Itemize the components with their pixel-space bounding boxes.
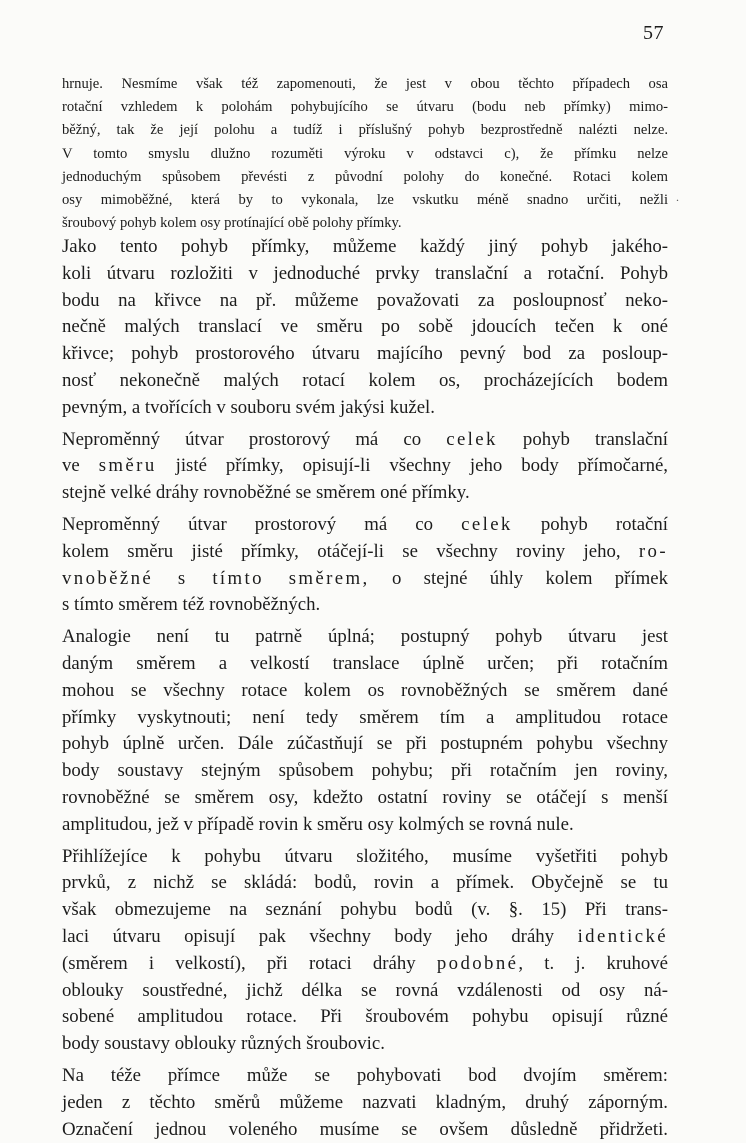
text-line: Označení jednou voleného musíme se ovšem důsledně přidržeti. (62, 1117, 668, 1143)
paragraph-direction (62, 1063, 668, 1143)
text-line: Neproměnný útvar prostorový má co celek pohyb rotační (62, 512, 668, 539)
text-line: šroubový pohyb kolem osy protínající obě polohy přímky. (62, 212, 668, 235)
small-print-paragraph (62, 73, 668, 235)
text-line: amplitudou, jež v případě rovin k směru osy kolmých se rovná nule. (62, 812, 668, 839)
text-line: vnoběžné s tímto směrem, o stejné úhly kolem přímek (62, 566, 668, 593)
text-line: body soustavy oblouky různých šroubovic. (62, 1031, 668, 1058)
emphasis: celek (446, 429, 498, 450)
emphasis: celek (461, 514, 513, 535)
paragraph-rotation (62, 512, 668, 619)
emphasis: vnoběžné s tímto směrem, (62, 568, 370, 589)
text-line: bodu na křivce na př. můžeme považovati za posloupnosť neko- (62, 288, 668, 315)
text-line: Přihlížejíce k pohybu útvaru složitého, musíme vyšetřiti pohyb (62, 844, 668, 871)
emphasis: podobné (437, 953, 518, 974)
text-line: křivce; pohyb prostorového útvaru majícího pevný bod za posloup- (62, 341, 668, 368)
text-line: prvků, z nichž se skládá: bodů, rovin a přímek. Obyčejně se tu (62, 870, 668, 897)
text-line: mohou se všechny rotace kolem os rovnoběžných se směrem dané (62, 678, 668, 705)
text-line: nosť nekonečně malých rotací kolem os, procházejících bodem (62, 368, 668, 395)
text-line: kolem směru jisté přímky, otáčejí-li se všechny roviny jeho, ro- (62, 539, 668, 566)
text-line: V tomto smyslu dlužno rozuměti výroku v odstavci c), že přímku nelze (62, 143, 668, 166)
text-line: pohyb úplně určen. Dále zúčastňují se při postupném pohybu všechny (62, 731, 668, 758)
text-line: nečně malých translací ve směru po sobě jdoucích tečen k oné (62, 314, 668, 341)
text-line: hrnuje. Nesmíme však též zapomenouti, že jest v obou těchto případech osa (62, 73, 668, 96)
stray-mark: . (676, 190, 679, 205)
paragraph-translation (62, 427, 668, 507)
text-line: s tímto směrem též rovnoběžných. (62, 592, 668, 619)
text-line: běžný, tak že její polohu a tudíž i příslušný pohyb bezprostředně nalézti nelze. (62, 119, 668, 142)
text-line: rovnoběžné se směrem osy, kdežto ostatní roviny se otáčejí s menší (62, 785, 668, 812)
text-line: rotační vzhledem k polohám pohybujícího se útvaru (bodu neb přímky) mimo- (62, 96, 668, 119)
text-line: ve směru jisté přímky, opisují-li všechny jeho body přímočarné, (62, 453, 668, 480)
text-line: pevným, a tvořících v souboru svém jakýsi kužel. (62, 395, 668, 422)
text-line: přímky vyskytnouti; není tedy směrem tím a amplitudou rotace (62, 705, 668, 732)
text-line: laci útvaru opisují pak všechny body jeho dráhy identické (62, 924, 668, 951)
text-line: daným směrem a velkostí translace úplně určen; při rotačním (62, 651, 668, 678)
text-line: jeden z těchto směrů můžeme nazvati kladným, druhý záporným. (62, 1090, 668, 1117)
text-line: však obmezujeme na seznání pohybu bodů (v. §. 15) Při trans- (62, 897, 668, 924)
text-line: Na téže přímce může se pohybovati bod dvojím směrem: (62, 1063, 668, 1090)
emphasis: ro- (639, 541, 668, 562)
emphasis: směru (99, 455, 157, 476)
text-line: stejně velké dráhy rovnoběžné se směrem oné přímky. (62, 480, 668, 507)
text-line: (směrem i velkostí), při rotaci dráhy podobné, t. j. kruhové (62, 951, 668, 978)
text-line: oblouky soustředné, jichž délka se rovná vzdálenosti od osy ná- (62, 978, 668, 1005)
emphasis: identické (578, 926, 668, 947)
page-number: 57 (643, 22, 664, 45)
text-line: koli útvaru rozložiti v jednoduché prvky translační a rotační. Pohyb (62, 261, 668, 288)
text-line: osy mimoběžné, která by to vykonala, lze vskutku méně snadno určiti, nežli (62, 189, 668, 212)
paragraph-analogy (62, 624, 668, 838)
paragraph-decomposition (62, 234, 668, 422)
main-text (62, 234, 668, 1143)
text-line: body soustavy stejným spůsobem pohybu; při rotačním jen roviny, (62, 758, 668, 785)
text-line: jednoduchým spůsobem převésti z původní polohy do konečné. Rotaci kolem (62, 166, 668, 189)
text-line: Neproměnný útvar prostorový má co celek pohyb translační (62, 427, 668, 454)
paragraph-composite-motion (62, 844, 668, 1058)
text-line: sobené amplitudou rotace. Při šroubovém pohybu opisují různé (62, 1004, 668, 1031)
text-line: Analogie není tu patrně úplná; postupný pohyb útvaru jest (62, 624, 668, 651)
text-line: Jako tento pohyb přímky, můžeme každý jiný pohyb jakého- (62, 234, 668, 261)
